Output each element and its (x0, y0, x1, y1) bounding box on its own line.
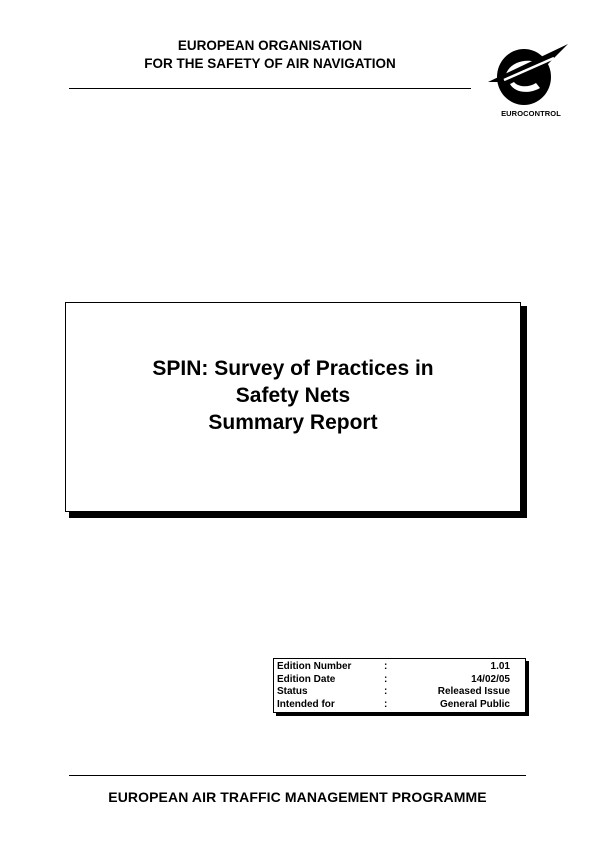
edition-number-value: 1.01 (490, 661, 510, 672)
edition-date-label: Edition Date (277, 673, 336, 685)
header-divider (69, 88, 471, 89)
intended-for-value: General Public (439, 698, 510, 710)
status-value: Released Issue (437, 686, 510, 697)
edition-number-row (274, 661, 525, 674)
status-separator: : (384, 686, 388, 697)
footer-divider (69, 775, 526, 776)
intended-for-label: Intended for (277, 698, 335, 710)
document-title (66, 355, 520, 436)
title-box (65, 302, 521, 512)
eurocontrol-logo-icon (484, 38, 570, 108)
edition-number-separator: : (384, 661, 388, 672)
title-line-3: Summary Report (208, 411, 378, 434)
organisation-name-line-1: EUROPEAN ORGANISATION (177, 38, 363, 53)
intended-for-row (274, 699, 525, 712)
edition-date-value: 14/02/05 (471, 673, 510, 685)
status-row (274, 686, 525, 699)
intended-for-separator: : (384, 698, 388, 710)
title-line-2: Safety Nets (235, 384, 351, 407)
edition-number-label: Edition Number (277, 661, 352, 672)
organisation-name-line-2: FOR THE SAFETY OF AIR NAVIGATION (144, 56, 396, 71)
status-label: Status (277, 686, 308, 697)
edition-date-row (274, 674, 525, 687)
title-line-1: SPIN: Survey of Practices in (152, 357, 434, 380)
edition-date-separator: : (384, 673, 388, 685)
programme-name: EUROPEAN AIR TRAFFIC MANAGEMENT PROGRAMME (108, 789, 487, 805)
edition-info-table (273, 658, 526, 713)
logo-caption: EUROCONTROL (501, 109, 561, 118)
